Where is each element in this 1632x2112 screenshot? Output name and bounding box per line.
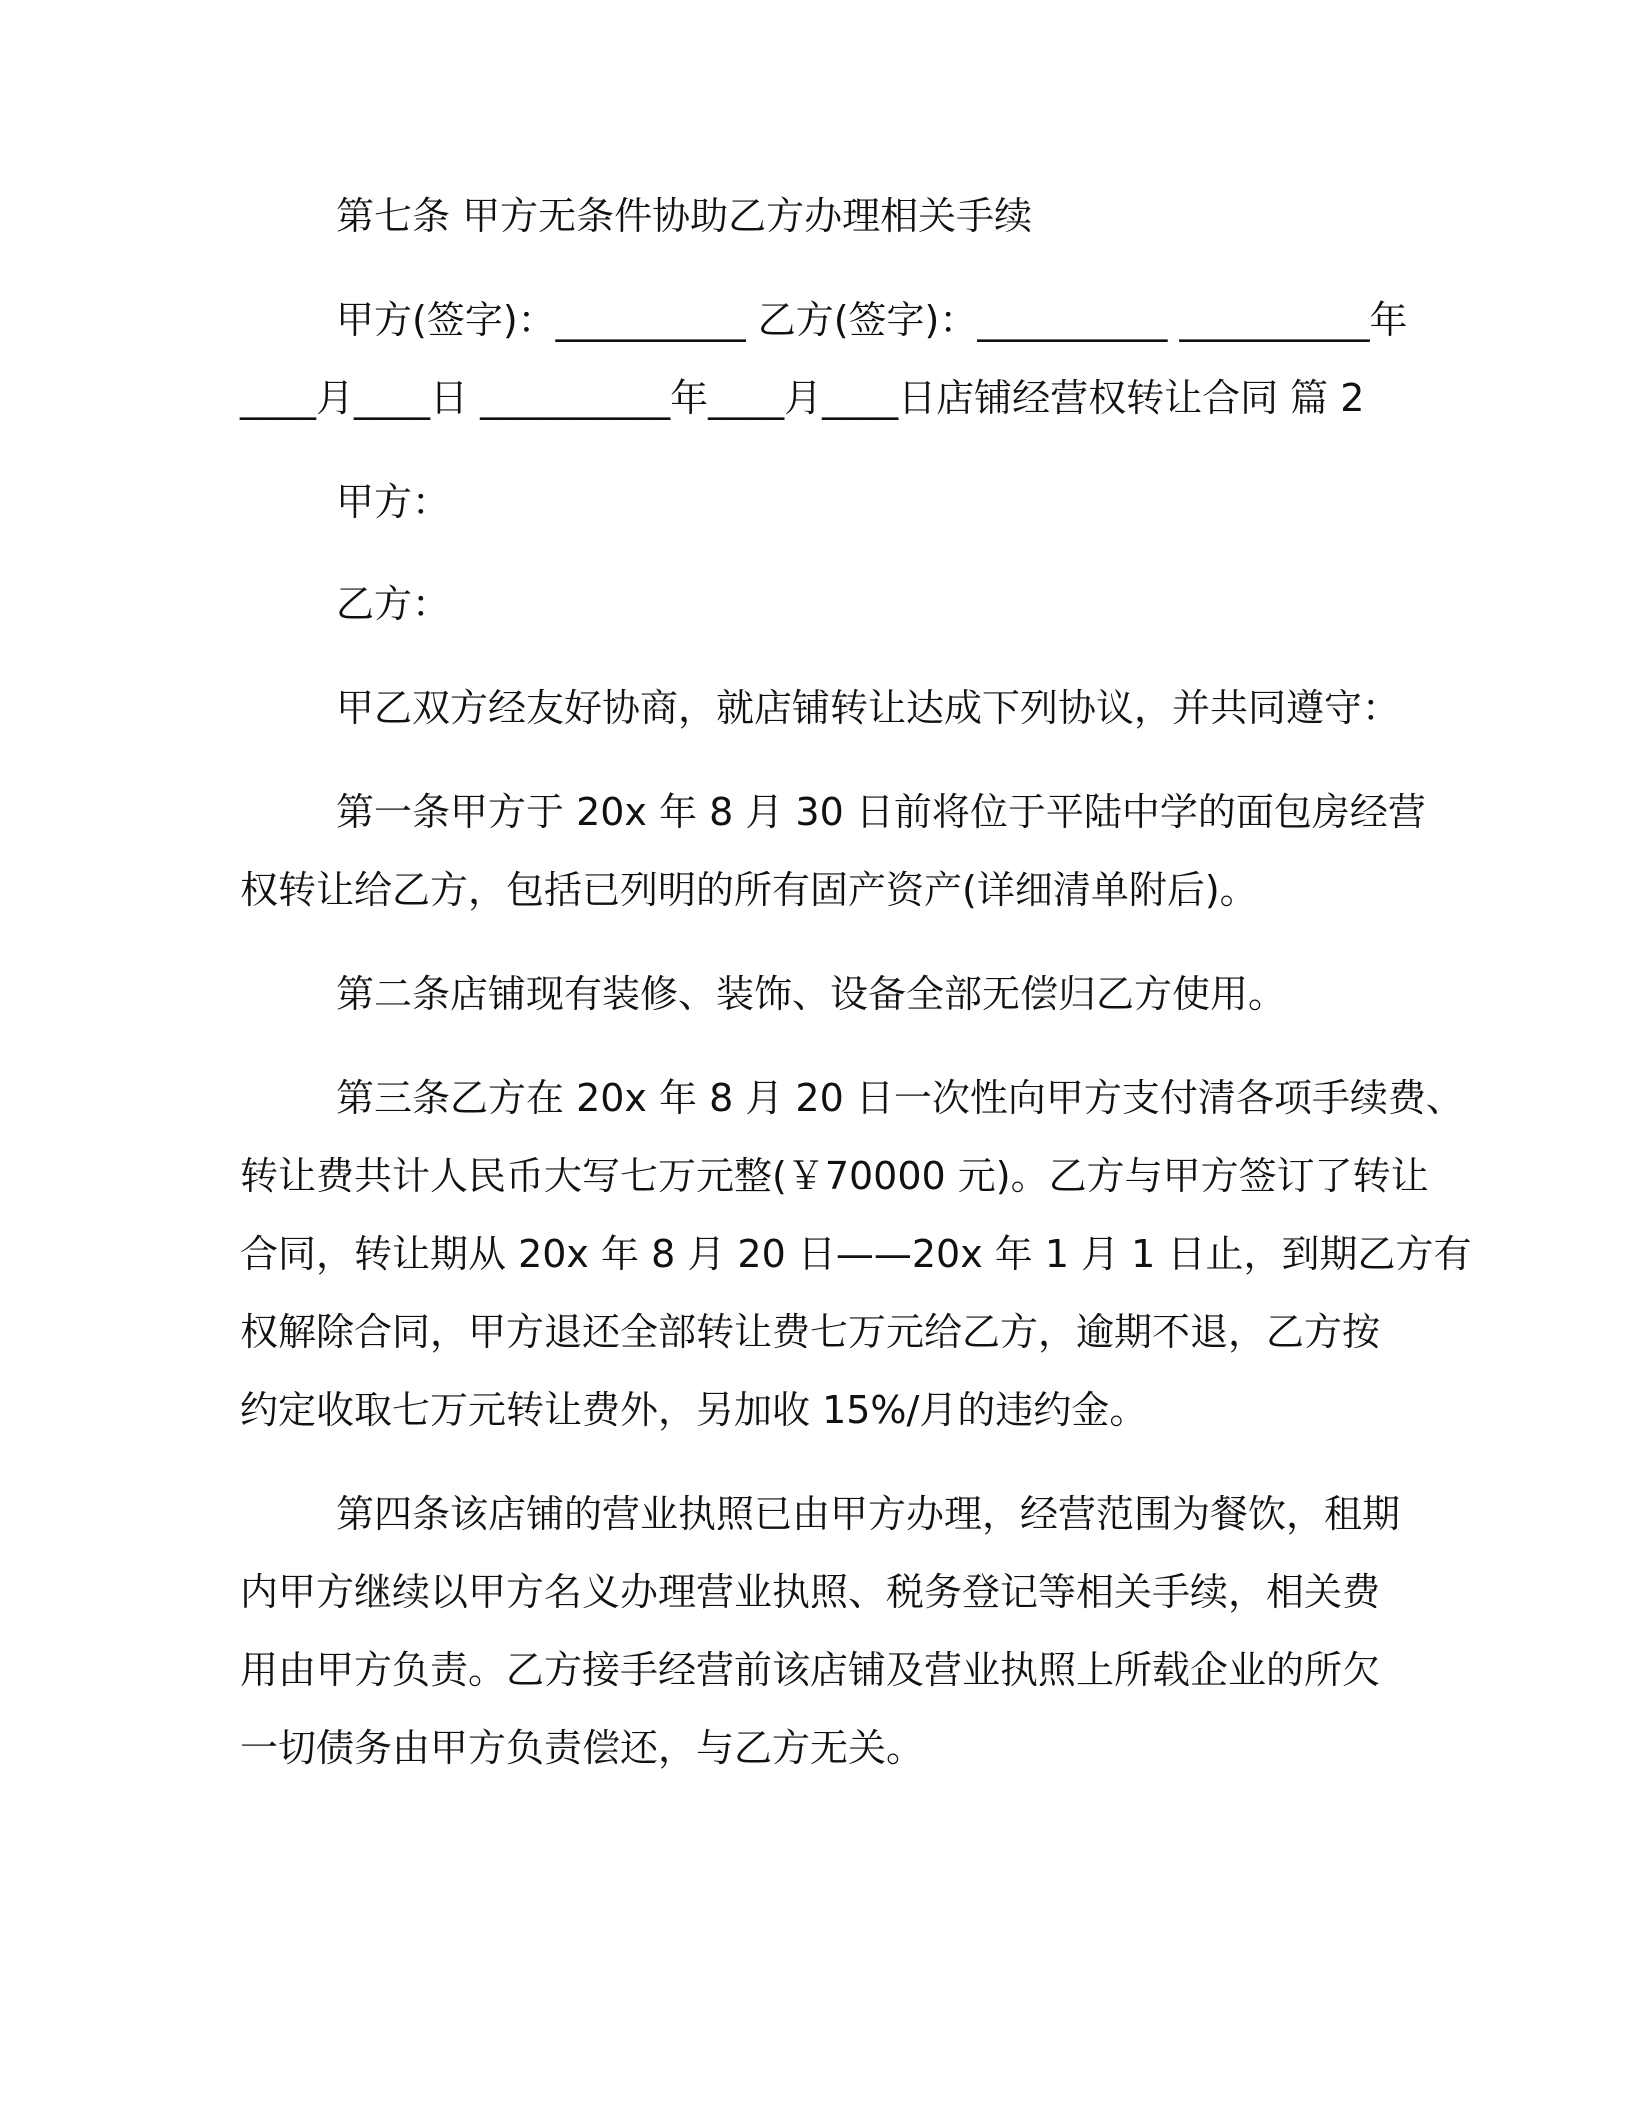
article-2-line: 第二条店铺现有装修、装饰、设备全部无偿归乙方使用。 <box>336 972 1287 1016</box>
preamble-paragraph: 甲乙双方经友好协商，就店铺转让达成下列协议，并共同遵守： <box>336 686 1401 730</box>
article-7-line: 第七条 甲方无条件协助乙方办理相关手续 <box>336 194 1033 238</box>
party-a-label: 甲方： <box>336 480 451 524</box>
article-1-line-1: 第一条甲方于 20x 年 8 月 30 日前将位于平陆中学的面包房经营 <box>336 790 1426 834</box>
article-1-line-2: 权转让给乙方，包括已列明的所有固产资产(详细清单附后)。 <box>240 868 1258 912</box>
document-page <box>240 0 1472 2112</box>
article-3-line-4: 权解除合同，甲方退还全部转让费七万元给乙方，逾期不退，乙方按 <box>240 1310 1381 1354</box>
article-3-line-2: 转让费共计人民币大写七万元整(￥70000 元)。乙方与甲方签订了转让 <box>240 1154 1429 1198</box>
article-3-line-1: 第三条乙方在 20x 年 8 月 20 日一次性向甲方支付清各项手续费、 <box>336 1076 1464 1120</box>
article-4-line-1: 第四条该店铺的营业执照已由甲方办理，经营范围为餐饮，租期 <box>336 1492 1401 1536</box>
article-3-line-3: 合同，转让期从 20x 年 8 月 20 日——20x 年 1 月 1 日止，到期乙方有 <box>240 1232 1472 1276</box>
article-3-line-5: 约定收取七万元转让费外，另加收 15%/月的违约金。 <box>240 1388 1148 1432</box>
article-4-line-4: 一切债务由甲方负责偿还，与乙方无关。 <box>240 1726 925 1770</box>
article-4-line-2: 内甲方继续以甲方名义办理营业执照、税务登记等相关手续，相关费 <box>240 1570 1381 1614</box>
party-b-label: 乙方： <box>336 582 451 626</box>
article-4-line-3: 用由甲方负责。乙方接手经营前该店铺及营业执照上所载企业的所欠 <box>240 1648 1381 1692</box>
date-title-line: ____月____日 __________年____月____日店铺经营权转让合同 篇 2 <box>240 376 1365 420</box>
signature-line: 甲方(签字)：__________ 乙方(签字)：__________ __________年 <box>336 298 1408 342</box>
